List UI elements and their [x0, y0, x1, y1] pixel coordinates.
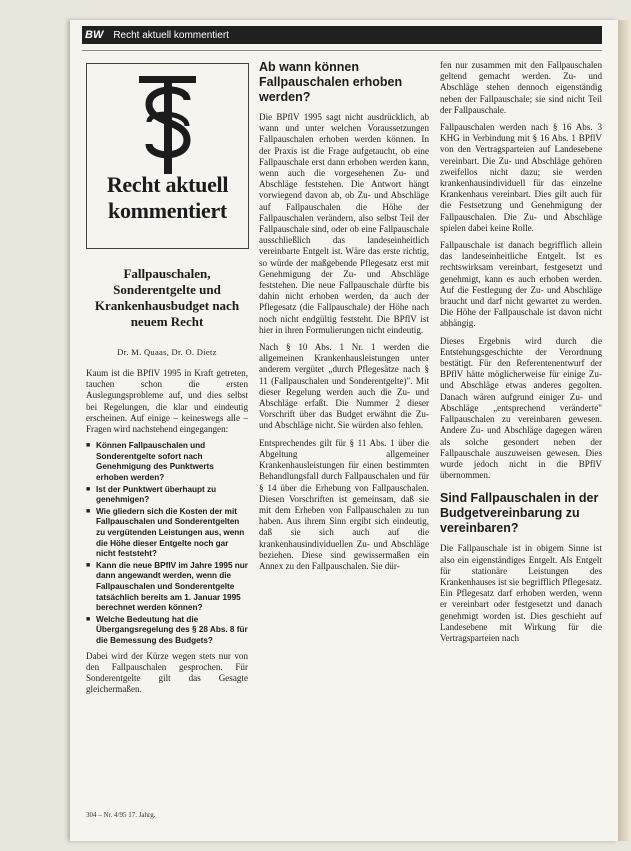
body-paragraph: Fallpauschalen werden nach § 16 Abs. 3 KHG in Verbindung mit § 16 Abs. 1 BPflV von den Vertragsparteien auf Landesebene vereinbart. Die Zu- und Abschläge gehören zweifellos nicht dazu; sie werden krankenhausindividuell für das einzelne Krankenhaus vereinbart. Dies gilt auch für die Festsetzung und Genehmigung der Fallpauschalen. Die Zu- und Abschläge spielen dabei keine Rolle. [440, 122, 602, 233]
body-paragraph: Entsprechendes gilt für § 11 Abs. 1 über die Abgeltung allgemeiner Krankenhausleistungen für einen bestimmten Behandlungsfall durch Fallpauschalen und für § 14 über die Erhebung von Fallpauschalen. Diesen Vorschriften ist gemeinsam, daß sie mit dem Erheben von Fallpauschalen zu tun haben. Aus ihrem Sinn ergibt sich eindeutig, daß sie sich auch auf die krankenhausindividuellen Zu- und Abschläge beziehen. Diese sind gewissermaßen ein Annex zu den Fallpauschalen. Sie dür- [259, 437, 429, 571]
question-item: ■ Welche Bedeutung hat die Übergangsregelung des § 28 Abs. 8 für die Bemessung des Budgets? [86, 615, 248, 647]
page-header [82, 26, 602, 44]
column-1 [86, 368, 248, 701]
question-item: ■ Wie gliedern sich die Kosten der mit Fallpauschalen und Sonderentgelten zu vergütenden Leistungen aus, wenn die Höhe dieser Entgelte noch gar nicht feststeht? [86, 507, 248, 560]
page-spine [618, 20, 631, 841]
question-item: ■ Können Fallpauschalen und Sonderentgelte sofort nach Genehmigung des Punktwerts erhoben werden? [86, 441, 248, 483]
question-item: ■ Kann die neue BPflV im Jahre 1995 nur dann angewandt werden, wenn die Fallpauschalen und Sonderentgelte tatsächlich bereits am 1. Januar 1995 berechnet werden können? [86, 561, 248, 614]
rubric-title: Recht aktuell kommentiert [106, 172, 229, 223]
question-item: ■ Ist der Punktwert überhaupt zu genehmigen? [86, 485, 248, 506]
body-paragraph: Die Fallpauschale ist in obigem Sinne ist also ein eigenständiges Entgelt. Als Entgelt für stationäre Leistungen des Krankenhauses ist sie begrifflich Pflegesatz. Ein Pflegesatz darf erhoben werden, wenn er vereinbart oder festgesetzt und danach genehmigt worden ist. Dies geschieht auf Landesebene mit Wirkung für die Vertragsparteien nach [440, 543, 602, 643]
body-paragraph: Die BPflV 1995 sagt nicht ausdrücklich, ab wann und unter welchen Voraussetzungen Fallpauschalen erhoben werden können. In der Praxis ist die Frage aufgetaucht, ob eine Fallpauschale erst dann erhoben werden kann, wenn auch die vorgesehenen Zu- und Abschläge feststehen. Die Antwort hängt vorwiegend davon ab, ob Zu- und Abschläge auf Fallpauschalen die Höhe der Fallpauschalen verändern, also selbst Teil der Fallpauschale sind, oder ob eine Fallpauschale ausschließlich das landeseinheitlich vereinbarte Entgelt ist. Wäre das erste richtig, so würde der maßgebende Pflegesatz erst mit Genehmigung der Zu- und Abschläge feststehen. Die neue Fallpauschale dürfte bis dahin nicht erhoben werden, da auch der Pflegesatz (die Fallpauschale) der Höhe nach noch nicht endgültig feststeht. Die BPflV ist hier in ihren Formulierungen nicht eindeutig. [259, 112, 429, 335]
article-title: Fallpauschalen, Sonderentgelte und Krankenhausbudget nach neuem Recht [94, 266, 240, 329]
paragraph-staff-icon [87, 68, 248, 178]
rubric-box [86, 63, 249, 249]
header-rule [82, 50, 602, 51]
column-2 [259, 60, 429, 578]
section-heading: Sind Fallpauschalen in der Budgetvereinbarung zu vereinbaren? [440, 491, 599, 536]
body-paragraph: Dabei wird der Kürze wegen stets nur von den Fallpauschalen gesprochen. Für Sonderentgelte gilt das Gesagte gleichermaßen. [86, 650, 248, 695]
column-3 [440, 60, 602, 650]
intro-paragraph: Kaum ist die BPflV 1995 in Kraft getreten, tauchen schon die ersten Auslegungsprobleme auf, und dies selbst bei Regelungen, die klar und eindeutig erscheinen. Auf einige – keineswegs alle – Fragen wird nachstehend eingegangen: [86, 368, 248, 435]
article-authors: Dr. M. Quaas, Dr. O. Dietz [117, 347, 217, 357]
section-heading: Ab wann können Fallpauschalen erhoben werden? [259, 60, 403, 104]
body-paragraph: Nach § 10 Abs. 1 Nr. 1 werden die allgemeinen Krankenhausleistungen unter anderem vergütet „durch Pflegesätze nach § 11 (Fallpauschalen und Sonderentgelte)". Mit dieser Regelung werden auch die Zu- und Abschläge erfaßt. Die Nummer 2 dieser Vorschrift über das Budget erwähnt die Zu- und Abschläge nicht. Sie würden also fehlen. [259, 342, 429, 431]
question-list [86, 441, 248, 646]
section-title: Recht aktuell kommentiert [113, 29, 229, 41]
body-paragraph: fen nur zusammen mit den Fallpauschalen geltend gemacht werden. Zu- und Abschläge stehen dennoch eigenständig neben der Fallpauschale; sie sind nicht Teil der Fallpauschale. [440, 60, 602, 115]
journal-logo: BW [85, 29, 104, 41]
body-paragraph: Fallpauschale ist danach begrifflich allein das landeseinheitliche Entgelt. Ist es rechtswirksam vereinbart, festgesetzt und genehmigt, kann es auch erhoben werden. Auf die Festlegung der Zu- und Abschläge braucht und darf nicht gewartet zu werden. Die Höhe der Fallpauschale ist davon nicht abhängig. [440, 240, 602, 329]
page-footer: 304 – Nr. 4/95 17. Jahrg. [86, 811, 156, 819]
body-paragraph: Dieses Ergebnis wird durch die Entstehungsgeschichte der Verordnung bestätigt. Für den Referentenentwurf der BPflV hätte möglicherweise für einige Zu- und Abschläge etwas anderes gegolten. Danach wären aufgrund einiger Zu- und Abschläge „entsprechend veränderte" Fallpauschalen zu vereinbaren gewesen. Andere Zu- und Abschläge dagegen wären als solche gesondert neben der Fallpauschale auszuweisen gewesen. Dies wurde jedoch nicht in die BPflV übernommen. [440, 335, 602, 481]
